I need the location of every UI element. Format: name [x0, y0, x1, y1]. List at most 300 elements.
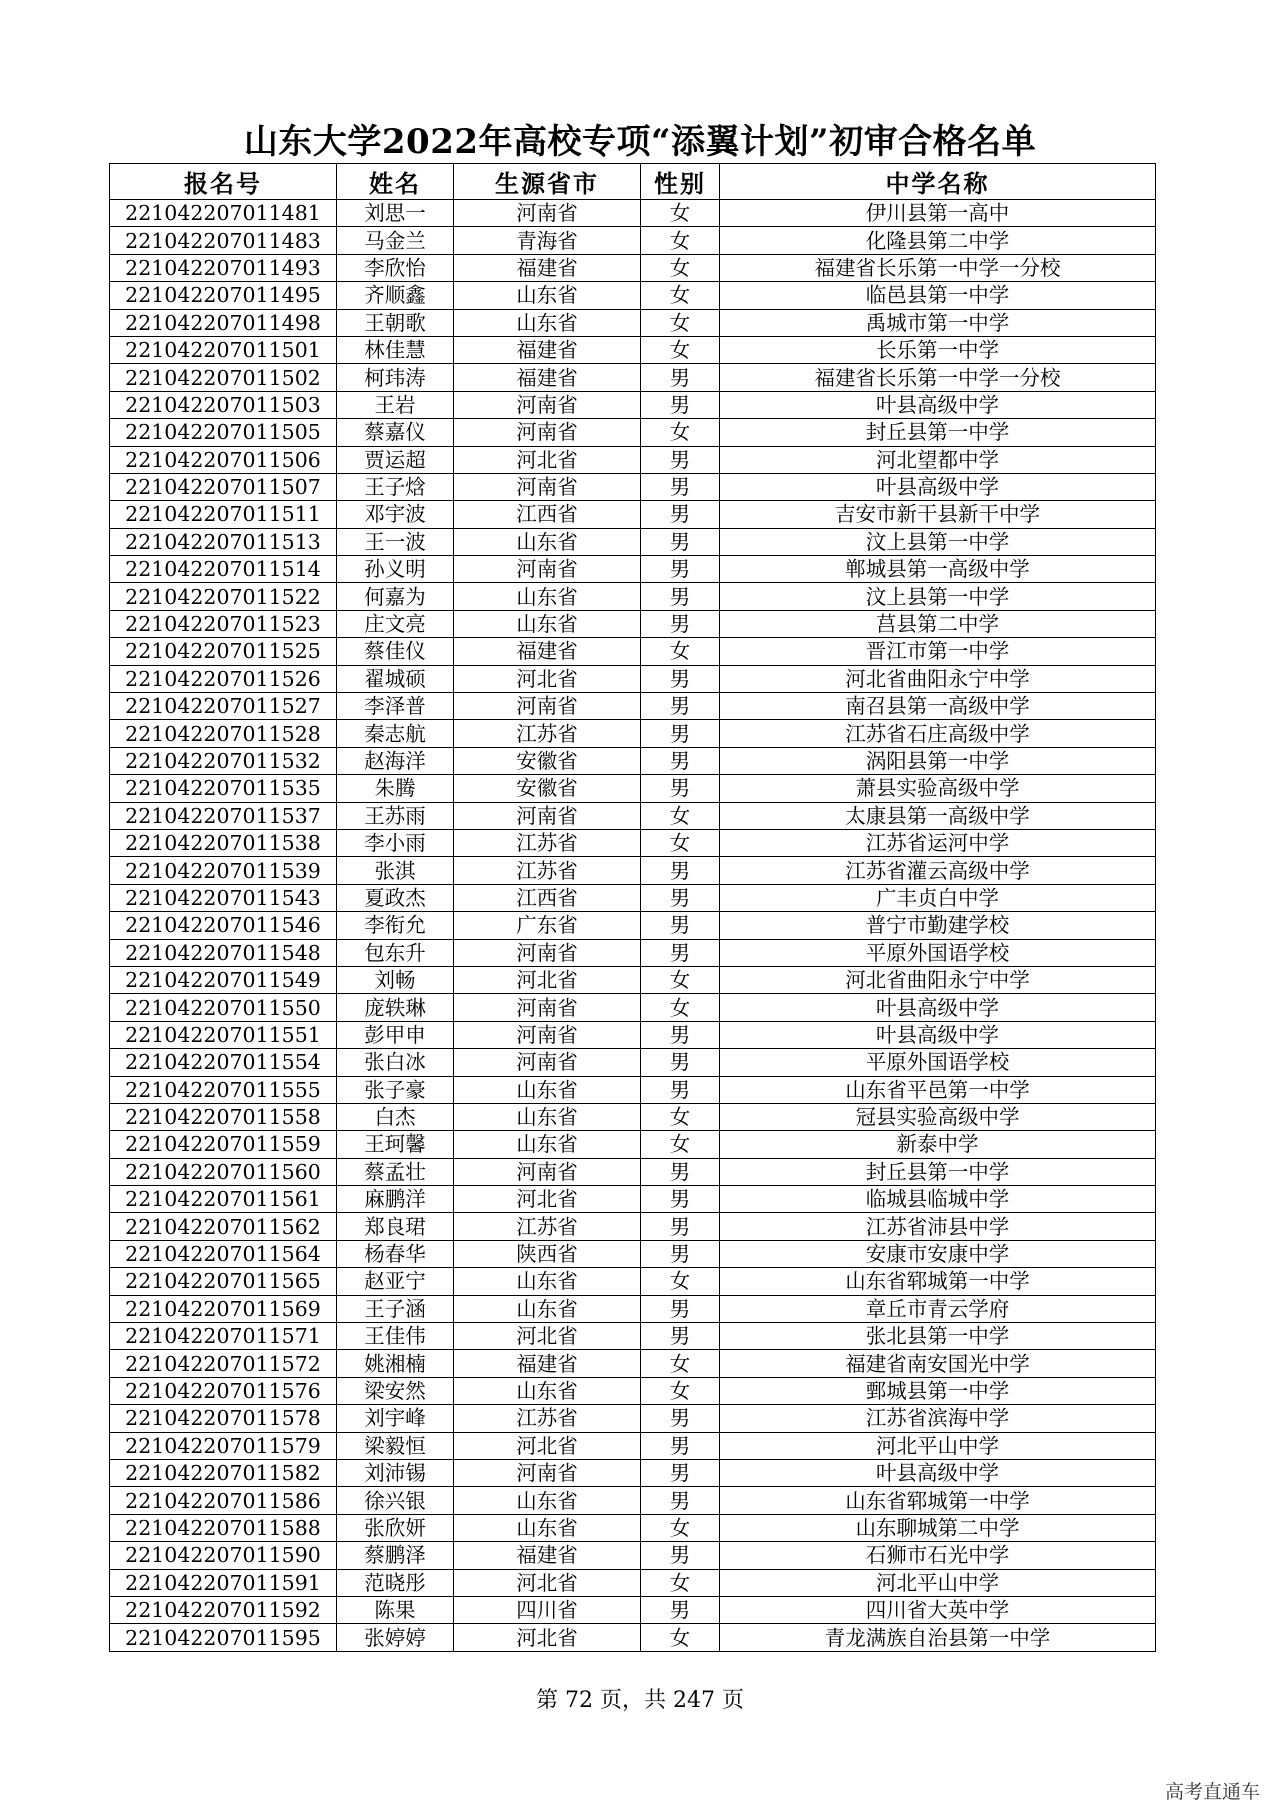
document-title: 山东大学2022年高校专项“添翼计划”初审合格名单	[243, 122, 1037, 162]
school-cell: 章丘市青云学府	[720, 1295, 1156, 1322]
name-cell: 夏政杰	[337, 884, 454, 911]
school-cell: 新泰中学	[720, 1131, 1156, 1158]
name-cell: 朱腾	[337, 775, 454, 802]
province-cell: 河北省	[454, 665, 641, 692]
table-row	[110, 665, 1156, 692]
province-cell: 河北省	[454, 1323, 641, 1350]
table-row	[110, 994, 1156, 1021]
registration-number-cell: 221042207011513	[110, 528, 337, 555]
registration-number-cell: 221042207011506	[110, 446, 337, 473]
table-row	[110, 282, 1156, 309]
registration-number-cell: 221042207011565	[110, 1268, 337, 1295]
registration-number-cell: 221042207011537	[110, 802, 337, 829]
name-cell: 郑良珺	[337, 1213, 454, 1240]
name-cell: 刘沛锡	[337, 1459, 454, 1486]
name-cell: 蔡佳仪	[337, 638, 454, 665]
name-cell: 赵海洋	[337, 747, 454, 774]
registration-number-cell: 221042207011502	[110, 364, 337, 391]
gender-cell: 男	[641, 391, 720, 418]
table-row	[110, 364, 1156, 391]
school-cell: 萧县实验高级中学	[720, 775, 1156, 802]
registration-number-cell: 221042207011550	[110, 994, 337, 1021]
province-cell: 河南省	[454, 1459, 641, 1486]
gender-cell: 女	[641, 638, 720, 665]
gender-cell: 女	[641, 419, 720, 446]
registration-number-cell: 221042207011498	[110, 309, 337, 336]
school-cell: 江苏省滨海中学	[720, 1405, 1156, 1432]
table-row	[110, 1186, 1156, 1213]
province-cell: 江苏省	[454, 829, 641, 856]
gender-cell: 男	[641, 364, 720, 391]
registration-number-cell: 221042207011592	[110, 1596, 337, 1623]
name-cell: 马金兰	[337, 227, 454, 254]
watermark: 高考直通车	[1164, 1781, 1260, 1803]
gender-cell: 男	[641, 775, 720, 802]
table-row	[110, 1514, 1156, 1541]
school-cell: 叶县高级中学	[720, 994, 1156, 1021]
province-cell: 山东省	[454, 1377, 641, 1404]
gender-cell: 男	[641, 1596, 720, 1623]
province-cell: 山东省	[454, 1295, 641, 1322]
gender-cell: 男	[641, 939, 720, 966]
registration-number-cell: 221042207011495	[110, 282, 337, 309]
school-cell: 江苏省沛县中学	[720, 1213, 1156, 1240]
gender-cell: 女	[641, 200, 720, 227]
registration-number-cell: 221042207011551	[110, 1021, 337, 1048]
gender-cell: 女	[641, 1131, 720, 1158]
registration-number-cell: 221042207011539	[110, 857, 337, 884]
province-cell: 河北省	[454, 1624, 641, 1651]
gender-cell: 女	[641, 1350, 720, 1377]
table-row	[110, 1213, 1156, 1240]
gender-cell: 女	[641, 829, 720, 856]
name-cell: 张子豪	[337, 1076, 454, 1103]
registration-number-cell: 221042207011525	[110, 638, 337, 665]
province-cell: 福建省	[454, 254, 641, 281]
name-cell: 庄文亮	[337, 610, 454, 637]
registration-number-cell: 221042207011576	[110, 1377, 337, 1404]
gender-cell: 男	[641, 1076, 720, 1103]
school-cell: 叶县高级中学	[720, 1459, 1156, 1486]
school-cell: 河北省曲阳永宁中学	[720, 966, 1156, 993]
table-row	[110, 309, 1156, 336]
province-cell: 江西省	[454, 884, 641, 911]
header-registration-number: 报名号	[110, 164, 337, 200]
gender-cell: 女	[641, 966, 720, 993]
school-cell: 禹城市第一中学	[720, 309, 1156, 336]
name-cell: 张淇	[337, 857, 454, 884]
province-cell: 河南省	[454, 1049, 641, 1076]
gender-cell: 女	[641, 1624, 720, 1651]
gender-cell: 男	[641, 1487, 720, 1514]
province-cell: 安徽省	[454, 747, 641, 774]
table-row	[110, 391, 1156, 418]
table-row	[110, 446, 1156, 473]
province-cell: 山东省	[454, 528, 641, 555]
school-cell: 冠县实验高级中学	[720, 1103, 1156, 1130]
gender-cell: 男	[641, 1240, 720, 1267]
header-school: 中学名称	[720, 164, 1156, 200]
name-cell: 张欣妍	[337, 1514, 454, 1541]
gender-cell: 男	[641, 720, 720, 747]
name-cell: 翟城硕	[337, 665, 454, 692]
school-cell: 叶县高级中学	[720, 1021, 1156, 1048]
table-row	[110, 227, 1156, 254]
table-row	[110, 693, 1156, 720]
table-row	[110, 1295, 1156, 1322]
registration-number-cell: 221042207011501	[110, 336, 337, 363]
name-cell: 赵亚宁	[337, 1268, 454, 1295]
table-row	[110, 1377, 1156, 1404]
province-cell: 江西省	[454, 501, 641, 528]
gender-cell: 男	[641, 473, 720, 500]
school-cell: 山东省郓城第一中学	[720, 1268, 1156, 1295]
gender-cell: 男	[641, 556, 720, 583]
province-cell: 福建省	[454, 1350, 641, 1377]
province-cell: 山东省	[454, 282, 641, 309]
registration-number-cell: 221042207011546	[110, 912, 337, 939]
registration-number-cell: 221042207011554	[110, 1049, 337, 1076]
registration-number-cell: 221042207011522	[110, 583, 337, 610]
school-cell: 鄄城县第一中学	[720, 1377, 1156, 1404]
table-row	[110, 1542, 1156, 1569]
name-cell: 陈果	[337, 1596, 454, 1623]
province-cell: 福建省	[454, 336, 641, 363]
school-cell: 广丰贞白中学	[720, 884, 1156, 911]
name-cell: 徐兴银	[337, 1487, 454, 1514]
name-cell: 柯玮涛	[337, 364, 454, 391]
province-cell: 江苏省	[454, 857, 641, 884]
registration-number-cell: 221042207011543	[110, 884, 337, 911]
header-province: 生源省市	[454, 164, 641, 200]
name-cell: 林佳慧	[337, 336, 454, 363]
gender-cell: 男	[641, 747, 720, 774]
school-cell: 汶上县第一中学	[720, 583, 1156, 610]
table-row	[110, 829, 1156, 856]
school-cell: 江苏省灌云高级中学	[720, 857, 1156, 884]
name-cell: 孙义明	[337, 556, 454, 583]
table-row	[110, 583, 1156, 610]
province-cell: 河南省	[454, 802, 641, 829]
name-cell: 贾运超	[337, 446, 454, 473]
name-cell: 白杰	[337, 1103, 454, 1130]
table-row	[110, 1076, 1156, 1103]
registration-number-cell: 221042207011503	[110, 391, 337, 418]
name-cell: 齐顺鑫	[337, 282, 454, 309]
province-cell: 河北省	[454, 1569, 641, 1596]
gender-cell: 女	[641, 1377, 720, 1404]
province-cell: 河北省	[454, 1186, 641, 1213]
registration-number-cell: 221042207011559	[110, 1131, 337, 1158]
name-cell: 姚湘楠	[337, 1350, 454, 1377]
name-cell: 李欣怡	[337, 254, 454, 281]
table-row	[110, 720, 1156, 747]
province-cell: 河北省	[454, 966, 641, 993]
school-cell: 莒县第二中学	[720, 610, 1156, 637]
school-cell: 河北省曲阳永宁中学	[720, 665, 1156, 692]
registration-number-cell: 221042207011590	[110, 1542, 337, 1569]
school-cell: 晋江市第一中学	[720, 638, 1156, 665]
school-cell: 叶县高级中学	[720, 391, 1156, 418]
school-cell: 福建省长乐第一中学一分校	[720, 364, 1156, 391]
table-body	[110, 200, 1156, 1652]
school-cell: 江苏省运河中学	[720, 829, 1156, 856]
registration-number-cell: 221042207011591	[110, 1569, 337, 1596]
province-cell: 河南省	[454, 391, 641, 418]
registration-number-cell: 221042207011481	[110, 200, 337, 227]
header-gender: 性别	[641, 164, 720, 200]
gender-cell: 女	[641, 1514, 720, 1541]
gender-cell: 女	[641, 282, 720, 309]
gender-cell: 男	[641, 528, 720, 555]
table-row	[110, 802, 1156, 829]
school-cell: 江苏省石庄高级中学	[720, 720, 1156, 747]
school-cell: 化隆县第二中学	[720, 227, 1156, 254]
registration-number-cell: 221042207011532	[110, 747, 337, 774]
registration-number-cell: 221042207011505	[110, 419, 337, 446]
school-cell: 叶县高级中学	[720, 473, 1156, 500]
province-cell: 河南省	[454, 1021, 641, 1048]
gender-cell: 男	[641, 1186, 720, 1213]
table-row	[110, 254, 1156, 281]
school-cell: 封丘县第一中学	[720, 1158, 1156, 1185]
name-cell: 王朝歌	[337, 309, 454, 336]
name-cell: 庞轶琳	[337, 994, 454, 1021]
province-cell: 河南省	[454, 473, 641, 500]
table-row	[110, 1131, 1156, 1158]
table-row	[110, 1021, 1156, 1048]
registration-number-cell: 221042207011507	[110, 473, 337, 500]
table-row	[110, 1405, 1156, 1432]
gender-cell: 女	[641, 309, 720, 336]
school-cell: 石狮市石光中学	[720, 1542, 1156, 1569]
table-row	[110, 501, 1156, 528]
gender-cell: 男	[641, 912, 720, 939]
school-cell: 伊川县第一高中	[720, 200, 1156, 227]
school-cell: 长乐第一中学	[720, 336, 1156, 363]
province-cell: 河南省	[454, 939, 641, 966]
school-cell: 河北平山中学	[720, 1432, 1156, 1459]
table-row	[110, 1569, 1156, 1596]
province-cell: 山东省	[454, 1514, 641, 1541]
gender-cell: 男	[641, 1432, 720, 1459]
school-cell: 汶上县第一中学	[720, 528, 1156, 555]
school-cell: 福建省长乐第一中学一分校	[720, 254, 1156, 281]
school-cell: 四川省大英中学	[720, 1596, 1156, 1623]
gender-cell: 女	[641, 802, 720, 829]
school-cell: 河北望都中学	[720, 446, 1156, 473]
name-cell: 蔡鹏泽	[337, 1542, 454, 1569]
name-cell: 李衔允	[337, 912, 454, 939]
province-cell: 四川省	[454, 1596, 641, 1623]
school-cell: 张北县第一中学	[720, 1323, 1156, 1350]
school-cell: 安康市安康中学	[720, 1240, 1156, 1267]
province-cell: 江苏省	[454, 1405, 641, 1432]
registration-number-cell: 221042207011511	[110, 501, 337, 528]
gender-cell: 男	[641, 665, 720, 692]
name-cell: 王子涵	[337, 1295, 454, 1322]
table-row	[110, 1049, 1156, 1076]
school-cell: 南召县第一高级中学	[720, 693, 1156, 720]
table-row	[110, 1487, 1156, 1514]
table-row	[110, 1158, 1156, 1185]
name-cell: 刘畅	[337, 966, 454, 993]
name-cell: 蔡嘉仪	[337, 419, 454, 446]
school-cell: 涡阳县第一中学	[720, 747, 1156, 774]
name-cell: 邓宇波	[337, 501, 454, 528]
name-cell: 王子焓	[337, 473, 454, 500]
registration-number-cell: 221042207011538	[110, 829, 337, 856]
registration-number-cell: 221042207011523	[110, 610, 337, 637]
province-cell: 河北省	[454, 1432, 641, 1459]
registration-number-cell: 221042207011586	[110, 1487, 337, 1514]
name-cell: 何嘉为	[337, 583, 454, 610]
school-cell: 普宁市勤建学校	[720, 912, 1156, 939]
school-cell: 福建省南安国光中学	[720, 1350, 1156, 1377]
name-cell: 梁安然	[337, 1377, 454, 1404]
table-header-row	[110, 164, 1156, 200]
table-row	[110, 939, 1156, 966]
gender-cell: 男	[641, 1295, 720, 1322]
name-cell: 包东升	[337, 939, 454, 966]
registration-number-cell: 221042207011528	[110, 720, 337, 747]
province-cell: 河南省	[454, 693, 641, 720]
school-cell: 封丘县第一中学	[720, 419, 1156, 446]
table-row	[110, 1432, 1156, 1459]
province-cell: 山东省	[454, 1487, 641, 1514]
province-cell: 河南省	[454, 556, 641, 583]
name-cell: 刘思一	[337, 200, 454, 227]
table-row	[110, 1268, 1156, 1295]
province-cell: 江苏省	[454, 1213, 641, 1240]
school-cell: 太康县第一高级中学	[720, 802, 1156, 829]
province-cell: 河南省	[454, 200, 641, 227]
school-cell: 山东聊城第二中学	[720, 1514, 1156, 1541]
gender-cell: 男	[641, 610, 720, 637]
name-cell: 李小雨	[337, 829, 454, 856]
school-cell: 临邑县第一中学	[720, 282, 1156, 309]
school-cell: 吉安市新干县新干中学	[720, 501, 1156, 528]
gender-cell: 男	[641, 1459, 720, 1486]
registration-number-cell: 221042207011483	[110, 227, 337, 254]
registration-number-cell: 221042207011549	[110, 966, 337, 993]
name-cell: 麻鹏洋	[337, 1186, 454, 1213]
gender-cell: 女	[641, 1103, 720, 1130]
table-row	[110, 1103, 1156, 1130]
name-cell: 彭甲申	[337, 1021, 454, 1048]
province-cell: 山东省	[454, 1268, 641, 1295]
registration-number-cell: 221042207011569	[110, 1295, 337, 1322]
gender-cell: 女	[641, 1268, 720, 1295]
name-cell: 梁毅恒	[337, 1432, 454, 1459]
school-cell: 河北平山中学	[720, 1569, 1156, 1596]
table-row	[110, 528, 1156, 555]
registration-number-cell: 221042207011560	[110, 1158, 337, 1185]
name-cell: 张白冰	[337, 1049, 454, 1076]
table-row	[110, 638, 1156, 665]
province-cell: 河南省	[454, 419, 641, 446]
gender-cell: 男	[641, 446, 720, 473]
school-cell: 青龙满族自治县第一中学	[720, 1624, 1156, 1651]
table-row	[110, 1350, 1156, 1377]
registration-number-cell: 221042207011564	[110, 1240, 337, 1267]
registration-number-cell: 221042207011588	[110, 1514, 337, 1541]
registration-number-cell: 221042207011561	[110, 1186, 337, 1213]
gender-cell: 女	[641, 336, 720, 363]
registration-number-cell: 221042207011572	[110, 1350, 337, 1377]
table-row	[110, 857, 1156, 884]
province-cell: 福建省	[454, 1542, 641, 1569]
gender-cell: 男	[641, 693, 720, 720]
name-cell: 刘宇峰	[337, 1405, 454, 1432]
table-row	[110, 556, 1156, 583]
province-cell: 福建省	[454, 638, 641, 665]
province-cell: 江苏省	[454, 720, 641, 747]
province-cell: 陕西省	[454, 1240, 641, 1267]
gender-cell: 男	[641, 1323, 720, 1350]
name-cell: 王一波	[337, 528, 454, 555]
registration-number-cell: 221042207011493	[110, 254, 337, 281]
table-row	[110, 200, 1156, 227]
roster-table	[109, 163, 1156, 1652]
registration-number-cell: 221042207011571	[110, 1323, 337, 1350]
name-cell: 王珂馨	[337, 1131, 454, 1158]
name-cell: 王苏雨	[337, 802, 454, 829]
school-cell: 山东省郓城第一中学	[720, 1487, 1156, 1514]
gender-cell: 男	[641, 501, 720, 528]
table-row	[110, 1323, 1156, 1350]
province-cell: 安徽省	[454, 775, 641, 802]
table-row	[110, 912, 1156, 939]
registration-number-cell: 221042207011514	[110, 556, 337, 583]
gender-cell: 女	[641, 254, 720, 281]
gender-cell: 男	[641, 1542, 720, 1569]
registration-number-cell: 221042207011527	[110, 693, 337, 720]
registration-number-cell: 221042207011548	[110, 939, 337, 966]
province-cell: 山东省	[454, 1076, 641, 1103]
name-cell: 张婷婷	[337, 1624, 454, 1651]
name-cell: 秦志航	[337, 720, 454, 747]
gender-cell: 男	[641, 857, 720, 884]
school-cell: 临城县临城中学	[720, 1186, 1156, 1213]
registration-number-cell: 221042207011558	[110, 1103, 337, 1130]
gender-cell: 男	[641, 583, 720, 610]
gender-cell: 男	[641, 1405, 720, 1432]
header-name: 姓名	[337, 164, 454, 200]
name-cell: 王佳伟	[337, 1323, 454, 1350]
name-cell: 范晓彤	[337, 1569, 454, 1596]
province-cell: 河北省	[454, 446, 641, 473]
registration-number-cell: 221042207011578	[110, 1405, 337, 1432]
name-cell: 王岩	[337, 391, 454, 418]
table-row	[110, 1459, 1156, 1486]
school-cell: 山东省平邑第一中学	[720, 1076, 1156, 1103]
registration-number-cell: 221042207011562	[110, 1213, 337, 1240]
registration-number-cell: 221042207011582	[110, 1459, 337, 1486]
gender-cell: 女	[641, 227, 720, 254]
province-cell: 福建省	[454, 364, 641, 391]
province-cell: 广东省	[454, 912, 641, 939]
province-cell: 青海省	[454, 227, 641, 254]
school-cell: 平原外国语学校	[720, 939, 1156, 966]
registration-number-cell: 221042207011555	[110, 1076, 337, 1103]
gender-cell: 女	[641, 1569, 720, 1596]
table-row	[110, 1596, 1156, 1623]
name-cell: 杨春华	[337, 1240, 454, 1267]
name-cell: 蔡孟壮	[337, 1158, 454, 1185]
registration-number-cell: 221042207011579	[110, 1432, 337, 1459]
province-cell: 山东省	[454, 610, 641, 637]
